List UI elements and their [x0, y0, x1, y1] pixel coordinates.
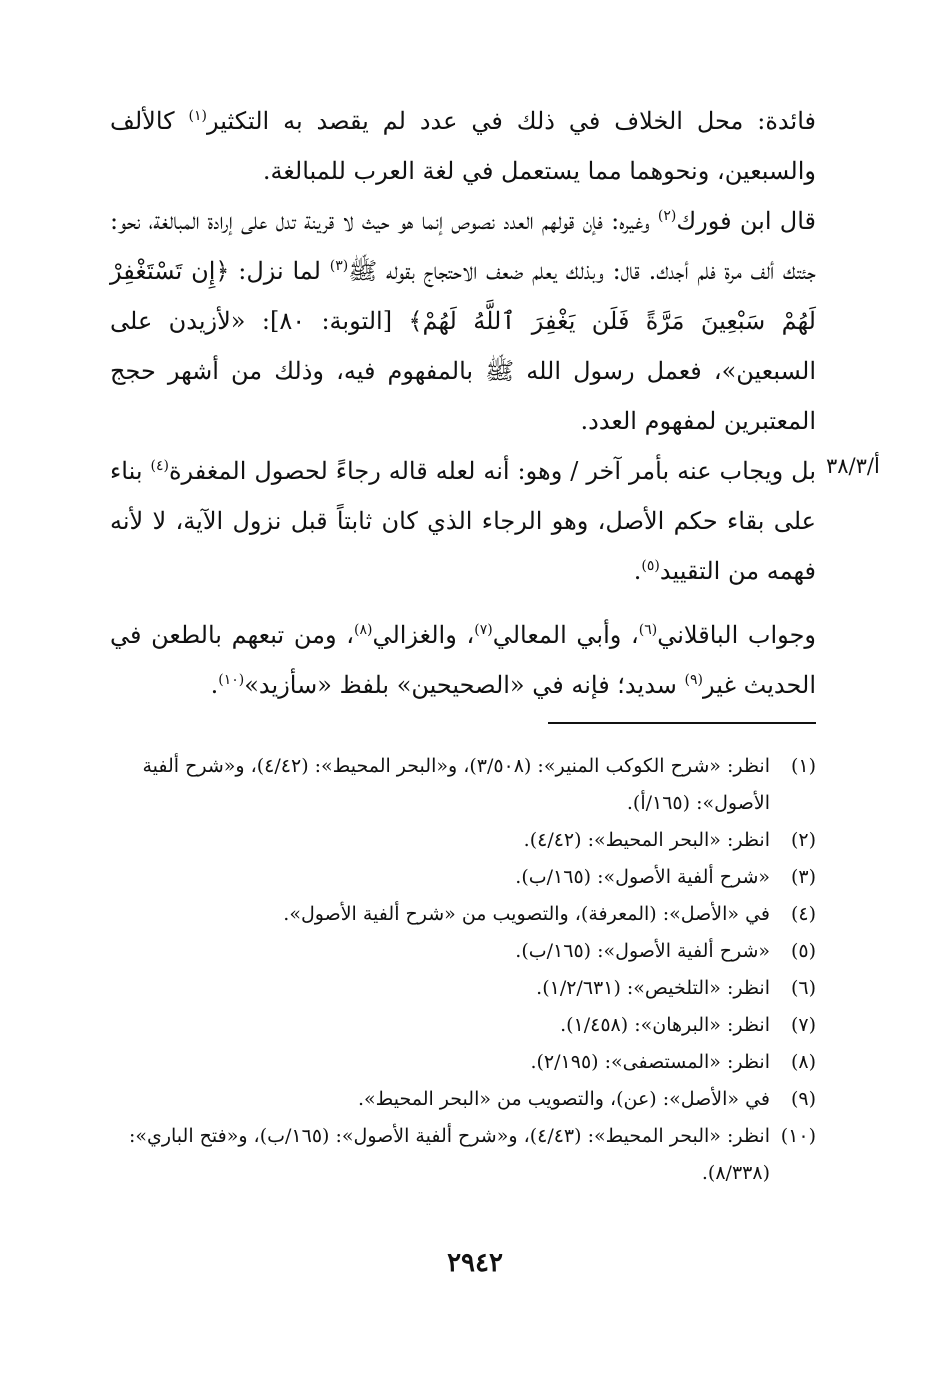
footnote-text: انظر: «البحر المحيط»: (٤/٤٢).: [523, 829, 770, 851]
footnote-item: [110, 748, 816, 822]
paragraph-4: [110, 610, 816, 710]
footnote-item: [110, 970, 816, 1007]
footnote-ref[interactable]: (٢): [657, 208, 677, 224]
footnotes: [110, 748, 816, 1192]
footnote-item: [110, 1044, 816, 1081]
footnote-ref[interactable]: (٣): [329, 258, 349, 274]
text-run: .: [633, 557, 642, 585]
footnote-item: [110, 1007, 816, 1044]
footnote-number: (١): [790, 755, 816, 777]
text-run: كالألف والسبعين، ونحوهما مما يستعمل في لغة العرب للمبالغة.: [110, 107, 816, 185]
text-run: وجواب الباقلاني: [657, 621, 817, 649]
footnote-text: في «الأصل»: (عن)، والتصويب من «البحر المحيط».: [358, 1088, 770, 1110]
text-run: ، والغزالي: [372, 621, 475, 649]
footnote-ref[interactable]: (٧): [474, 622, 493, 638]
main-text: [110, 96, 816, 710]
footnote-text: «شرح ألفية الأصول»: (١٦٥/ب).: [515, 940, 770, 962]
footnote-item: [110, 1118, 816, 1192]
footnote-text: انظر: «البحر المحيط»: (٤/٤٣)، و«شرح ألفية الأصول»: (١٦٥/ب)، و«فتح الباري»: (٨/٣٣٨).: [128, 1125, 770, 1184]
footnote-item: [110, 896, 816, 933]
footnote-item: [110, 859, 816, 896]
footnote-number: (٩): [790, 1088, 816, 1110]
footnote-ref[interactable]: (١٠): [218, 672, 245, 688]
text-run: بل ويجاب عنه بأمر آخر / وهو: أنه لعله قاله رجاءً لحصول المغفرة: [168, 457, 816, 485]
footnote-ref[interactable]: (١): [188, 108, 207, 124]
footnote-number: (٥): [790, 940, 816, 962]
footnote-number: (٧): [790, 1014, 816, 1036]
paragraph-1: [110, 96, 816, 196]
paragraph-2: [110, 196, 816, 446]
footnote-ref[interactable]: (٦): [638, 622, 658, 638]
footnote-text: انظر: «البرهان»: (١/٤٥٨).: [560, 1014, 770, 1036]
footnote-ref[interactable]: (٤): [150, 458, 169, 474]
footnote-number: (١٠): [780, 1125, 816, 1147]
manuscript-folio-note: أ/٣٨/٣: [826, 454, 880, 478]
footnote-ref[interactable]: (٩): [684, 672, 704, 688]
paragraph-3: [110, 446, 816, 596]
text-run: وغيره: فإن قولهم العدد نصوص إنما هو حيث لا قرينة تدل على إرادة المبالغة، نحو: جئتك ألف مرة فلم أجدك. قال: وبذلك يعلم ضعف الاحتجاج بقوله ﷺ: [110, 207, 817, 285]
footnote-number: (٦): [790, 977, 816, 999]
footnote-item: [110, 933, 816, 970]
footnote-item: [110, 1081, 816, 1118]
text-run: قال ابن فورك: [676, 207, 816, 235]
footnote-ref[interactable]: (٨): [353, 622, 373, 638]
text-run: ، ومن تبعهم بالطعن في الحديث غير: [110, 621, 816, 699]
footnote-text: «شرح ألفية الأصول»: (١٦٥/ب).: [515, 866, 770, 888]
footnote-text: انظر: «المستصفى»: (٢/١٩٥).: [530, 1051, 770, 1073]
text-run: ، وأبي المعالي: [492, 621, 639, 649]
text-run: لما نزل: ﴿إِن تَسْتَغْفِرْ لَهُمْ سَبْعِينَ مَرَّةً فَلَن يَغْفِرَ ٱللَّهُ لَهُمْ﴾ [التوبة: ٨٠]: «لأزيدن على السبعين»، فعمل رسول الله ﷺ بالمفهوم فيه، وذلك من أشهر حجج المعتبرين لمفهوم العدد.: [110, 257, 816, 435]
text-run: بناء على بقاء حكم الأصل، وهو الرجاء الذي كان ثابتاً قبل نزول الآية، لا لأنه فهمه من التقييد: [110, 457, 816, 585]
footnote-separator: [548, 722, 816, 724]
footnote-ref[interactable]: (٥): [641, 558, 660, 574]
text-run: فائدة: محل الخلاف في ذلك في عدد لم يقصد به التكثير: [206, 107, 816, 135]
text-run: سديد؛ فإنه في «الصحيحين» بلفظ «سأزيد»: [244, 671, 685, 699]
footnote-number: (٤): [790, 903, 816, 925]
text-run: .: [210, 671, 219, 699]
footnote-number: (٣): [790, 866, 816, 888]
page-number: ٢٩٤٢: [447, 1248, 503, 1278]
footnote-text: انظر: «التلخيص»: (١/٢/٦٣١).: [536, 977, 770, 999]
footnote-text: انظر: «شرح الكوكب المنير»: (٣/٥٠٨)، و«البحر المحيط»: (٤/٤٢)، و«شرح ألفية الأصول»: (١٦٥/أ).: [142, 755, 770, 814]
footnote-number: (٢): [790, 829, 816, 851]
footnote-item: [110, 822, 816, 859]
footnote-text: في «الأصل»: (المعرفة)، والتصويب من «شرح ألفية الأصول».: [283, 903, 770, 925]
footnote-number: (٨): [790, 1051, 816, 1073]
